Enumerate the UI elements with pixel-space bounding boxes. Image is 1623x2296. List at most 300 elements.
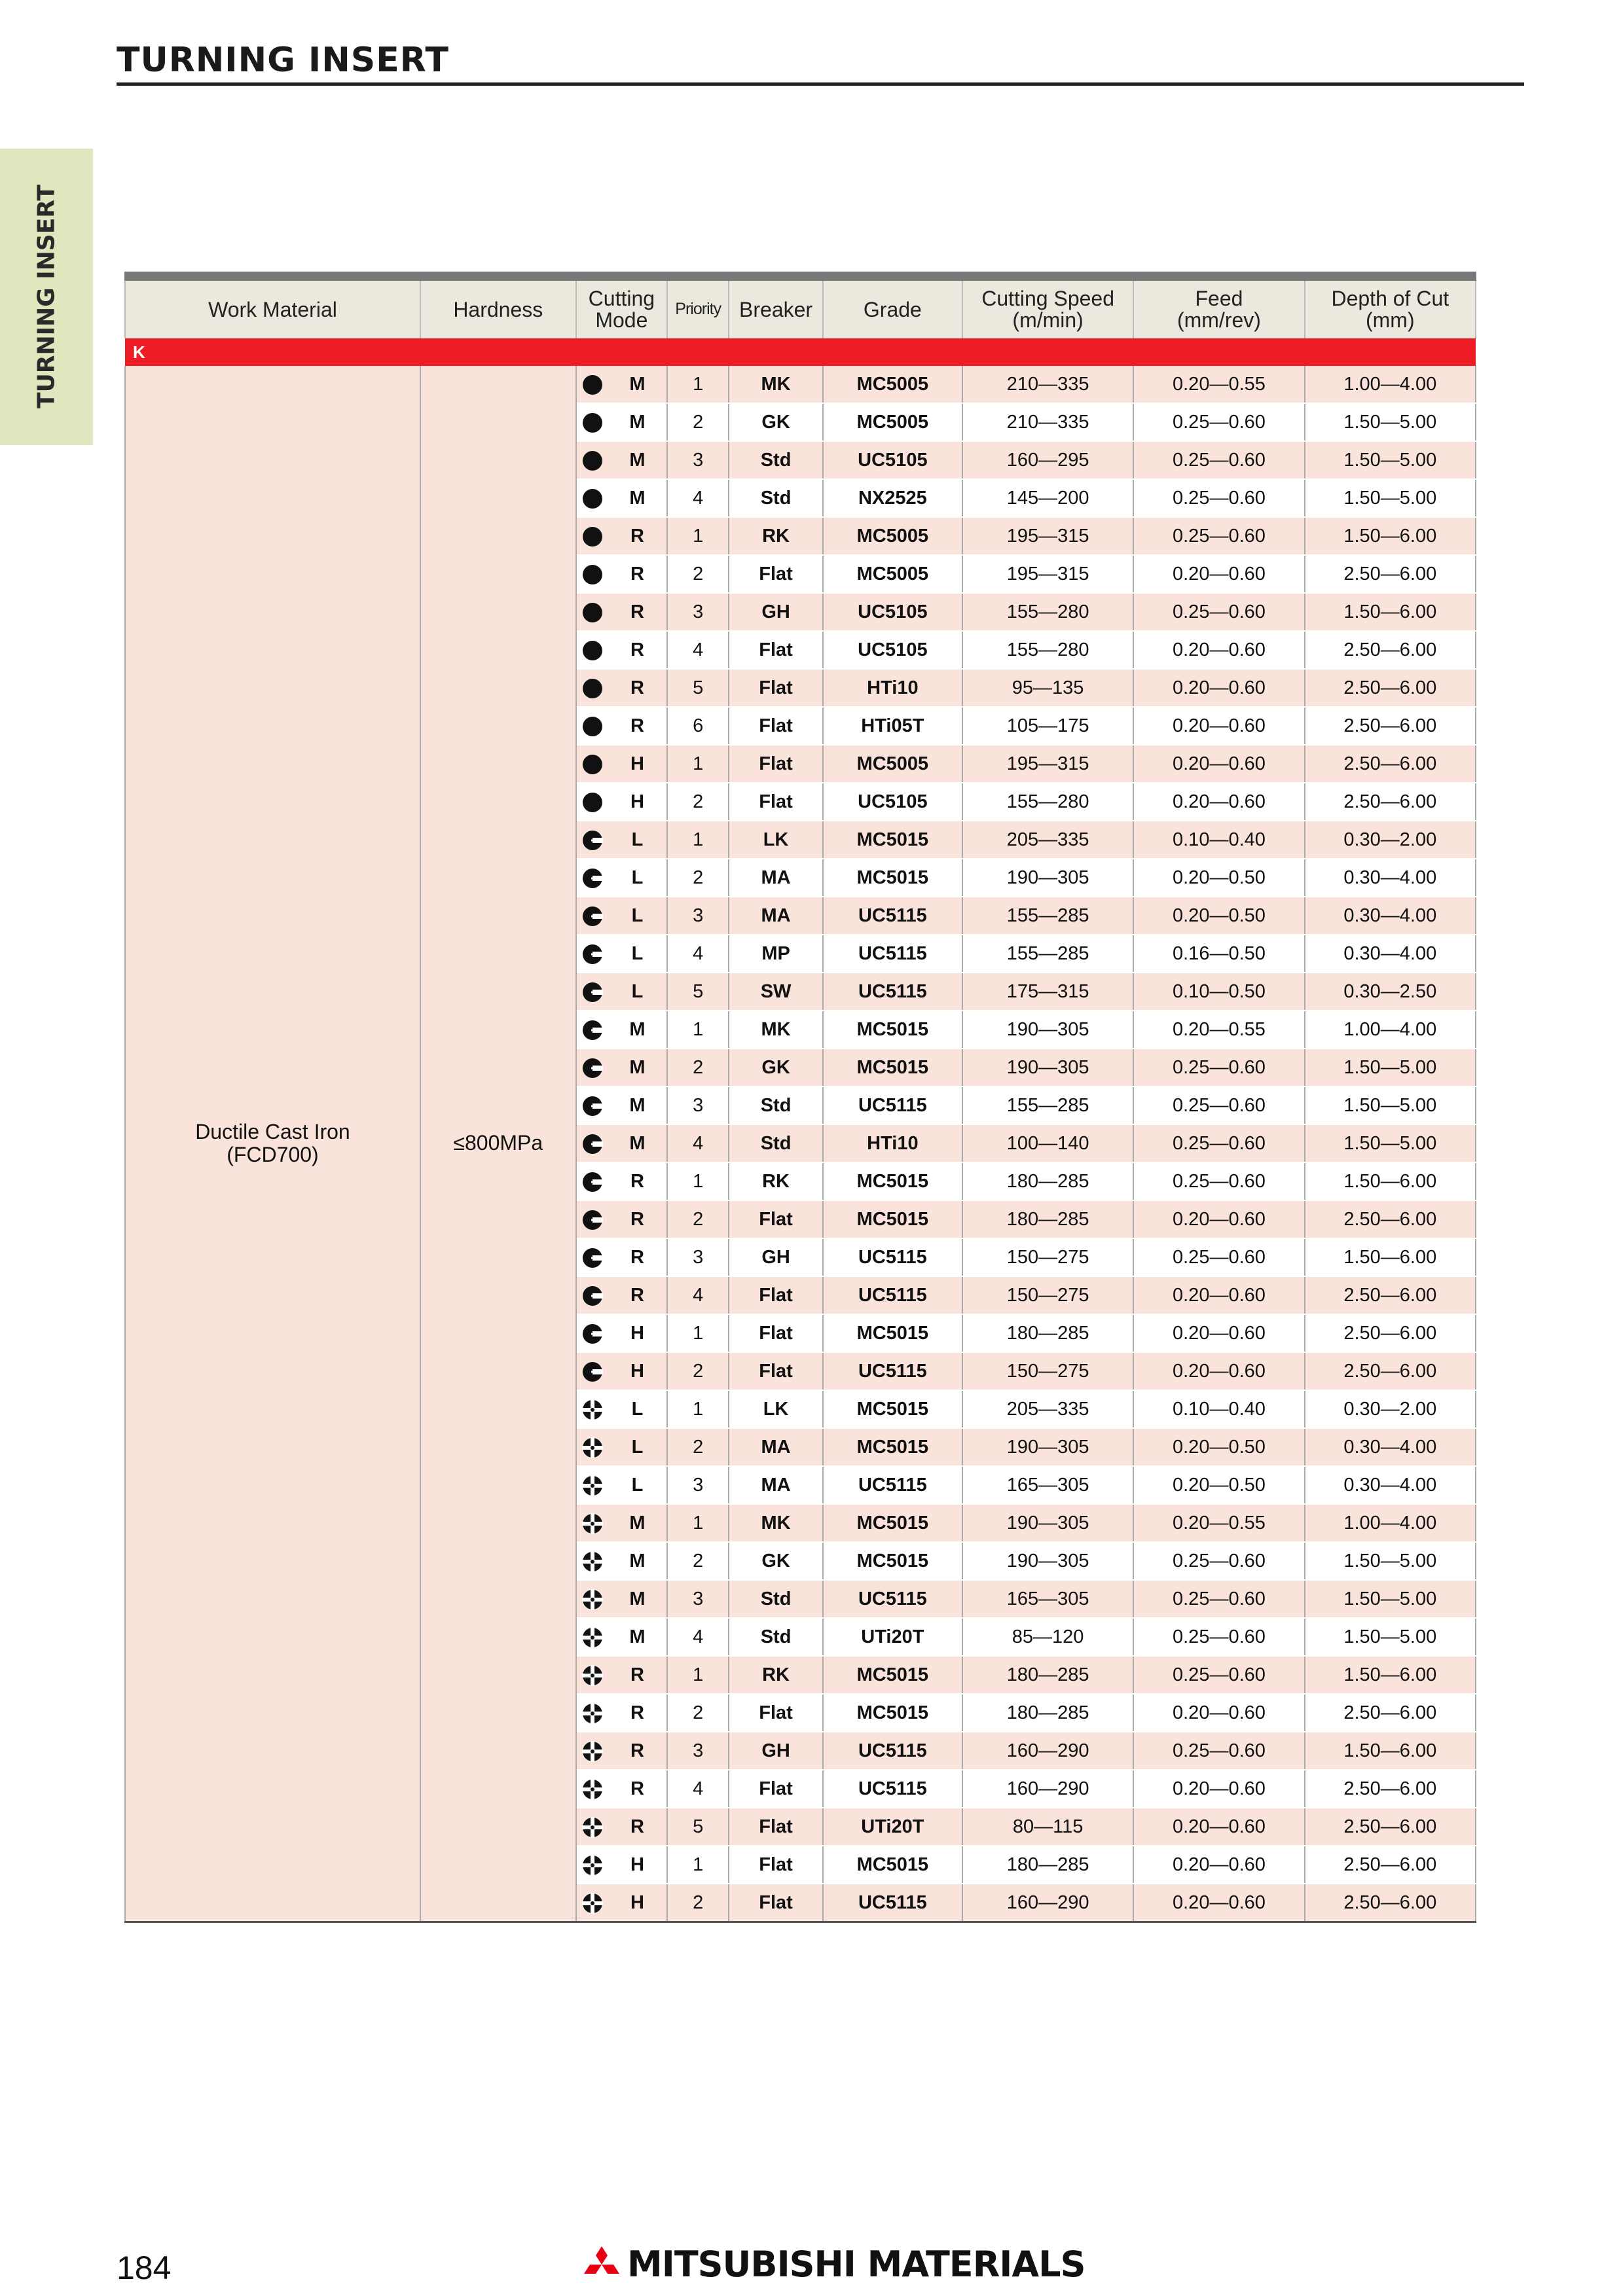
cutting-speed-cell: 190—305 bbox=[962, 1011, 1133, 1049]
priority-cell: 4 bbox=[667, 631, 729, 669]
breaker-cell: RK bbox=[729, 1656, 822, 1694]
depth-of-cut-cell: 1.50—5.00 bbox=[1305, 1542, 1476, 1580]
feed-cell: 0.25—0.60 bbox=[1133, 441, 1304, 479]
cutting-speed-cell: 205—335 bbox=[962, 1390, 1133, 1428]
brand-logo bbox=[581, 2244, 1085, 2285]
heavy-interrupted-cutting-icon bbox=[576, 1694, 608, 1732]
cutting-conditions-table bbox=[124, 272, 1476, 1923]
feed-cell: 0.25—0.60 bbox=[1133, 1580, 1304, 1618]
cutting-mode-cell: R bbox=[608, 1276, 667, 1314]
feed-cell: 0.20—0.55 bbox=[1133, 1011, 1304, 1049]
cutting-speed-cell: 145—200 bbox=[962, 479, 1133, 517]
grade-cell: UC5115 bbox=[823, 935, 962, 973]
breaker-cell: Flat bbox=[729, 1276, 822, 1314]
page-title: TURNING INSERT bbox=[117, 41, 449, 80]
cutting-speed-cell: 160—295 bbox=[962, 441, 1133, 479]
priority-cell: 4 bbox=[667, 1770, 729, 1808]
depth-of-cut-cell: 1.50—6.00 bbox=[1305, 1732, 1476, 1770]
grade-cell: MC5015 bbox=[823, 1846, 962, 1884]
light-interrupted-cutting-icon bbox=[576, 821, 608, 859]
feed-cell: 0.16—0.50 bbox=[1133, 935, 1304, 973]
cutting-mode-cell: R bbox=[608, 1694, 667, 1732]
grade-cell: UC5105 bbox=[823, 631, 962, 669]
cutting-speed-cell: 100—140 bbox=[962, 1124, 1133, 1162]
cutting-mode-cell: R bbox=[608, 669, 667, 707]
header-cutting-mode bbox=[576, 276, 667, 338]
cutting-mode-cell: L bbox=[608, 1428, 667, 1466]
heavy-interrupted-cutting-icon bbox=[576, 1542, 608, 1580]
depth-of-cut-cell: 1.00—4.00 bbox=[1305, 366, 1476, 403]
cutting-speed-cell: 155—285 bbox=[962, 1086, 1133, 1124]
breaker-cell: Std bbox=[729, 1124, 822, 1162]
depth-of-cut-cell: 2.50—6.00 bbox=[1305, 1276, 1476, 1314]
header-grade: Grade bbox=[823, 276, 962, 338]
mitsubishi-three-diamonds-icon bbox=[581, 2246, 622, 2283]
continuous-cutting-icon bbox=[576, 669, 608, 707]
grade-cell: UC5115 bbox=[823, 1238, 962, 1276]
cutting-mode-cell: H bbox=[608, 1352, 667, 1390]
cutting-speed-cell: 195—315 bbox=[962, 517, 1133, 555]
grade-cell: UC5115 bbox=[823, 897, 962, 935]
feed-cell: 0.20—0.60 bbox=[1133, 1770, 1304, 1808]
work-material-line1: Ductile Cast Iron bbox=[195, 1119, 350, 1143]
grade-cell: UC5115 bbox=[823, 1276, 962, 1314]
breaker-cell: Flat bbox=[729, 1694, 822, 1732]
grade-cell: MC5015 bbox=[823, 1504, 962, 1542]
continuous-cutting-icon bbox=[576, 479, 608, 517]
grade-cell: NX2525 bbox=[823, 479, 962, 517]
cutting-speed-cell: 95—135 bbox=[962, 669, 1133, 707]
priority-cell: 1 bbox=[667, 1504, 729, 1542]
priority-cell: 4 bbox=[667, 1124, 729, 1162]
work-material-cell bbox=[125, 366, 420, 1922]
table-header-row bbox=[125, 276, 1476, 338]
cutting-speed-cell: 195—315 bbox=[962, 745, 1133, 783]
grade-cell: UC5115 bbox=[823, 973, 962, 1011]
cutting-mode-cell: R bbox=[608, 631, 667, 669]
feed-cell: 0.20—0.60 bbox=[1133, 707, 1304, 745]
feed-cell: 0.25—0.60 bbox=[1133, 1542, 1304, 1580]
depth-of-cut-cell: 1.50—6.00 bbox=[1305, 1162, 1476, 1200]
heavy-interrupted-cutting-icon bbox=[576, 1808, 608, 1846]
feed-cell: 0.10—0.50 bbox=[1133, 973, 1304, 1011]
light-interrupted-cutting-icon bbox=[576, 1086, 608, 1124]
header-speed-line2: (m/min) bbox=[1012, 308, 1084, 332]
depth-of-cut-cell: 2.50—6.00 bbox=[1305, 745, 1476, 783]
cutting-mode-cell: R bbox=[608, 517, 667, 555]
cutting-mode-cell: M bbox=[608, 1504, 667, 1542]
breaker-cell: GH bbox=[729, 593, 822, 631]
feed-cell: 0.10—0.40 bbox=[1133, 1390, 1304, 1428]
priority-cell: 2 bbox=[667, 1694, 729, 1732]
depth-of-cut-cell: 0.30—4.00 bbox=[1305, 935, 1476, 973]
material-class-label: K bbox=[125, 338, 1476, 366]
cutting-mode-cell: M bbox=[608, 1542, 667, 1580]
feed-cell: 0.20—0.50 bbox=[1133, 1466, 1304, 1504]
depth-of-cut-cell: 2.50—6.00 bbox=[1305, 631, 1476, 669]
cutting-mode-cell: L bbox=[608, 1466, 667, 1504]
depth-of-cut-cell: 2.50—6.00 bbox=[1305, 555, 1476, 593]
priority-cell: 5 bbox=[667, 669, 729, 707]
header-feed bbox=[1133, 276, 1304, 338]
breaker-cell: Flat bbox=[729, 1314, 822, 1352]
grade-cell: MC5015 bbox=[823, 821, 962, 859]
breaker-cell: Std bbox=[729, 1618, 822, 1656]
heavy-interrupted-cutting-icon bbox=[576, 1846, 608, 1884]
breaker-cell: Flat bbox=[729, 1846, 822, 1884]
light-interrupted-cutting-icon bbox=[576, 1011, 608, 1049]
cutting-mode-cell: M bbox=[608, 1049, 667, 1086]
feed-cell: 0.25—0.60 bbox=[1133, 1656, 1304, 1694]
heavy-interrupted-cutting-icon bbox=[576, 1504, 608, 1542]
cutting-speed-cell: 80—115 bbox=[962, 1808, 1133, 1846]
feed-cell: 0.20—0.60 bbox=[1133, 1808, 1304, 1846]
cutting-mode-cell: M bbox=[608, 1011, 667, 1049]
priority-cell: 3 bbox=[667, 1238, 729, 1276]
cutting-mode-cell: M bbox=[608, 1618, 667, 1656]
breaker-cell: MA bbox=[729, 1428, 822, 1466]
side-tab bbox=[0, 149, 93, 445]
cutting-speed-cell: 195—315 bbox=[962, 555, 1133, 593]
light-interrupted-cutting-icon bbox=[576, 1352, 608, 1390]
grade-cell: MC5015 bbox=[823, 1428, 962, 1466]
cutting-speed-cell: 160—290 bbox=[962, 1732, 1133, 1770]
cutting-mode-cell: R bbox=[608, 1808, 667, 1846]
header-cutting-speed bbox=[962, 276, 1133, 338]
hardness-cell: ≤800MPa bbox=[420, 366, 576, 1922]
cutting-speed-cell: 155—280 bbox=[962, 631, 1133, 669]
cutting-speed-cell: 150—275 bbox=[962, 1238, 1133, 1276]
breaker-cell: RK bbox=[729, 1162, 822, 1200]
cutting-speed-cell: 180—285 bbox=[962, 1846, 1133, 1884]
cutting-mode-cell: R bbox=[608, 593, 667, 631]
cutting-speed-cell: 150—275 bbox=[962, 1352, 1133, 1390]
feed-cell: 0.20—0.60 bbox=[1133, 631, 1304, 669]
header-cutting-mode-line1: Cutting bbox=[588, 287, 655, 311]
cutting-speed-cell: 180—285 bbox=[962, 1694, 1133, 1732]
grade-cell: UC5115 bbox=[823, 1466, 962, 1504]
priority-cell: 2 bbox=[667, 1428, 729, 1466]
breaker-cell: LK bbox=[729, 821, 822, 859]
breaker-cell: GH bbox=[729, 1732, 822, 1770]
cutting-speed-cell: 210—335 bbox=[962, 403, 1133, 441]
feed-cell: 0.25—0.60 bbox=[1133, 1732, 1304, 1770]
cutting-mode-cell: H bbox=[608, 1846, 667, 1884]
cutting-speed-cell: 165—305 bbox=[962, 1466, 1133, 1504]
breaker-cell: Std bbox=[729, 1086, 822, 1124]
header-priority: Priority bbox=[667, 276, 729, 338]
depth-of-cut-cell: 0.30—2.00 bbox=[1305, 821, 1476, 859]
depth-of-cut-cell: 1.50—5.00 bbox=[1305, 441, 1476, 479]
grade-cell: MC5005 bbox=[823, 366, 962, 403]
depth-of-cut-cell: 0.30—4.00 bbox=[1305, 897, 1476, 935]
continuous-cutting-icon bbox=[576, 403, 608, 441]
feed-cell: 0.20—0.50 bbox=[1133, 859, 1304, 897]
breaker-cell: MK bbox=[729, 1504, 822, 1542]
breaker-cell: RK bbox=[729, 517, 822, 555]
title-rule bbox=[117, 82, 1524, 86]
priority-cell: 1 bbox=[667, 1390, 729, 1428]
cutting-mode-cell: L bbox=[608, 973, 667, 1011]
grade-cell: UTi20T bbox=[823, 1808, 962, 1846]
breaker-cell: MK bbox=[729, 1011, 822, 1049]
depth-of-cut-cell: 2.50—6.00 bbox=[1305, 1846, 1476, 1884]
header-doc-line1: Depth of Cut bbox=[1331, 287, 1450, 311]
depth-of-cut-cell: 2.50—6.00 bbox=[1305, 1884, 1476, 1922]
feed-cell: 0.20—0.60 bbox=[1133, 669, 1304, 707]
grade-cell: MC5015 bbox=[823, 1200, 962, 1238]
breaker-cell: Flat bbox=[729, 1200, 822, 1238]
priority-cell: 2 bbox=[667, 1200, 729, 1238]
priority-cell: 1 bbox=[667, 821, 729, 859]
page-number: 184 bbox=[117, 2250, 172, 2286]
cutting-speed-cell: 165—305 bbox=[962, 1580, 1133, 1618]
grade-cell: MC5015 bbox=[823, 1314, 962, 1352]
cutting-mode-cell: R bbox=[608, 1770, 667, 1808]
grade-cell: MC5015 bbox=[823, 1656, 962, 1694]
cutting-mode-cell: M bbox=[608, 1124, 667, 1162]
table-row bbox=[125, 366, 1476, 403]
breaker-cell: GK bbox=[729, 403, 822, 441]
priority-cell: 1 bbox=[667, 1314, 729, 1352]
depth-of-cut-cell: 2.50—6.00 bbox=[1305, 1694, 1476, 1732]
grade-cell: HTi10 bbox=[823, 669, 962, 707]
feed-cell: 0.25—0.60 bbox=[1133, 593, 1304, 631]
light-interrupted-cutting-icon bbox=[576, 1162, 608, 1200]
grade-cell: MC5015 bbox=[823, 1162, 962, 1200]
cutting-speed-cell: 175—315 bbox=[962, 973, 1133, 1011]
priority-cell: 3 bbox=[667, 1466, 729, 1504]
light-interrupted-cutting-icon bbox=[576, 1314, 608, 1352]
continuous-cutting-icon bbox=[576, 366, 608, 403]
cutting-mode-cell: R bbox=[608, 555, 667, 593]
cutting-mode-cell: H bbox=[608, 1884, 667, 1922]
cutting-mode-cell: M bbox=[608, 403, 667, 441]
cutting-speed-cell: 180—285 bbox=[962, 1656, 1133, 1694]
grade-cell: HTi05T bbox=[823, 707, 962, 745]
feed-cell: 0.25—0.60 bbox=[1133, 1238, 1304, 1276]
priority-cell: 4 bbox=[667, 1618, 729, 1656]
breaker-cell: Flat bbox=[729, 631, 822, 669]
depth-of-cut-cell: 1.50—5.00 bbox=[1305, 403, 1476, 441]
breaker-cell: Flat bbox=[729, 783, 822, 821]
breaker-cell: Flat bbox=[729, 669, 822, 707]
cutting-mode-cell: M bbox=[608, 479, 667, 517]
cutting-speed-cell: 190—305 bbox=[962, 859, 1133, 897]
priority-cell: 1 bbox=[667, 1846, 729, 1884]
priority-cell: 4 bbox=[667, 1276, 729, 1314]
priority-cell: 2 bbox=[667, 555, 729, 593]
breaker-cell: Std bbox=[729, 441, 822, 479]
cutting-speed-cell: 105—175 bbox=[962, 707, 1133, 745]
cutting-mode-cell: L bbox=[608, 935, 667, 973]
cutting-speed-cell: 180—285 bbox=[962, 1162, 1133, 1200]
priority-cell: 2 bbox=[667, 1049, 729, 1086]
priority-cell: 2 bbox=[667, 1884, 729, 1922]
cutting-mode-cell: R bbox=[608, 1656, 667, 1694]
heavy-interrupted-cutting-icon bbox=[576, 1466, 608, 1504]
cutting-speed-cell: 160—290 bbox=[962, 1884, 1133, 1922]
breaker-cell: GK bbox=[729, 1049, 822, 1086]
cutting-speed-cell: 155—280 bbox=[962, 593, 1133, 631]
feed-cell: 0.20—0.50 bbox=[1133, 897, 1304, 935]
feed-cell: 0.25—0.60 bbox=[1133, 1162, 1304, 1200]
cutting-speed-cell: 155—285 bbox=[962, 935, 1133, 973]
breaker-cell: Flat bbox=[729, 1352, 822, 1390]
depth-of-cut-cell: 1.50—6.00 bbox=[1305, 517, 1476, 555]
header-feed-line1: Feed bbox=[1195, 287, 1243, 311]
heavy-interrupted-cutting-icon bbox=[576, 1732, 608, 1770]
grade-cell: MC5005 bbox=[823, 555, 962, 593]
breaker-cell: Flat bbox=[729, 1884, 822, 1922]
cutting-mode-cell: R bbox=[608, 1162, 667, 1200]
cutting-mode-cell: H bbox=[608, 1314, 667, 1352]
breaker-cell: GH bbox=[729, 1238, 822, 1276]
priority-cell: 3 bbox=[667, 593, 729, 631]
light-interrupted-cutting-icon bbox=[576, 935, 608, 973]
priority-cell: 1 bbox=[667, 745, 729, 783]
grade-cell: MC5015 bbox=[823, 1542, 962, 1580]
depth-of-cut-cell: 1.50—6.00 bbox=[1305, 1238, 1476, 1276]
continuous-cutting-icon bbox=[576, 555, 608, 593]
depth-of-cut-cell: 0.30—4.00 bbox=[1305, 859, 1476, 897]
grade-cell: UC5115 bbox=[823, 1352, 962, 1390]
header-breaker: Breaker bbox=[729, 276, 822, 338]
depth-of-cut-cell: 2.50—6.00 bbox=[1305, 1808, 1476, 1846]
depth-of-cut-cell: 2.50—6.00 bbox=[1305, 1200, 1476, 1238]
depth-of-cut-cell: 1.50—6.00 bbox=[1305, 1656, 1476, 1694]
continuous-cutting-icon bbox=[576, 707, 608, 745]
breaker-cell: MA bbox=[729, 859, 822, 897]
grade-cell: MC5015 bbox=[823, 1049, 962, 1086]
heavy-interrupted-cutting-icon bbox=[576, 1580, 608, 1618]
grade-cell: UC5115 bbox=[823, 1732, 962, 1770]
breaker-cell: LK bbox=[729, 1390, 822, 1428]
light-interrupted-cutting-icon bbox=[576, 1200, 608, 1238]
cutting-speed-cell: 210—335 bbox=[962, 366, 1133, 403]
cutting-mode-cell: R bbox=[608, 707, 667, 745]
depth-of-cut-cell: 2.50—6.00 bbox=[1305, 707, 1476, 745]
cutting-mode-cell: R bbox=[608, 1732, 667, 1770]
work-material-line2: (FCD700) bbox=[227, 1143, 319, 1166]
feed-cell: 0.20—0.60 bbox=[1133, 1694, 1304, 1732]
side-tab-label: TURNING INSERT bbox=[33, 185, 60, 408]
cutting-speed-cell: 190—305 bbox=[962, 1428, 1133, 1466]
depth-of-cut-cell: 1.50—5.00 bbox=[1305, 1580, 1476, 1618]
cutting-mode-cell: M bbox=[608, 441, 667, 479]
priority-cell: 5 bbox=[667, 973, 729, 1011]
grade-cell: HTi10 bbox=[823, 1124, 962, 1162]
grade-cell: MC5005 bbox=[823, 517, 962, 555]
cutting-mode-cell: L bbox=[608, 897, 667, 935]
priority-cell: 2 bbox=[667, 783, 729, 821]
breaker-cell: Flat bbox=[729, 707, 822, 745]
depth-of-cut-cell: 1.50—5.00 bbox=[1305, 1049, 1476, 1086]
depth-of-cut-cell: 2.50—6.00 bbox=[1305, 1770, 1476, 1808]
breaker-cell: MA bbox=[729, 1466, 822, 1504]
light-interrupted-cutting-icon bbox=[576, 973, 608, 1011]
feed-cell: 0.25—0.60 bbox=[1133, 1124, 1304, 1162]
cutting-speed-cell: 180—285 bbox=[962, 1314, 1133, 1352]
heavy-interrupted-cutting-icon bbox=[576, 1618, 608, 1656]
priority-cell: 1 bbox=[667, 1011, 729, 1049]
continuous-cutting-icon bbox=[576, 517, 608, 555]
cutting-speed-cell: 155—285 bbox=[962, 897, 1133, 935]
heavy-interrupted-cutting-icon bbox=[576, 1884, 608, 1922]
breaker-cell: Std bbox=[729, 1580, 822, 1618]
cutting-mode-cell: R bbox=[608, 1200, 667, 1238]
grade-cell: MC5005 bbox=[823, 745, 962, 783]
feed-cell: 0.20—0.55 bbox=[1133, 1504, 1304, 1542]
heavy-interrupted-cutting-icon bbox=[576, 1656, 608, 1694]
depth-of-cut-cell: 0.30—2.50 bbox=[1305, 973, 1476, 1011]
depth-of-cut-cell: 0.30—2.00 bbox=[1305, 1390, 1476, 1428]
priority-cell: 2 bbox=[667, 403, 729, 441]
feed-cell: 0.20—0.55 bbox=[1133, 366, 1304, 403]
breaker-cell: Flat bbox=[729, 745, 822, 783]
depth-of-cut-cell: 1.50—5.00 bbox=[1305, 1086, 1476, 1124]
continuous-cutting-icon bbox=[576, 783, 608, 821]
grade-cell: MC5015 bbox=[823, 1694, 962, 1732]
priority-cell: 1 bbox=[667, 517, 729, 555]
cutting-speed-cell: 155—280 bbox=[962, 783, 1133, 821]
cutting-mode-cell: M bbox=[608, 1580, 667, 1618]
light-interrupted-cutting-icon bbox=[576, 1049, 608, 1086]
depth-of-cut-cell: 1.50—5.00 bbox=[1305, 1618, 1476, 1656]
cutting-mode-cell: L bbox=[608, 859, 667, 897]
feed-cell: 0.20—0.60 bbox=[1133, 1352, 1304, 1390]
depth-of-cut-cell: 2.50—6.00 bbox=[1305, 783, 1476, 821]
depth-of-cut-cell: 1.00—4.00 bbox=[1305, 1011, 1476, 1049]
feed-cell: 0.25—0.60 bbox=[1133, 1086, 1304, 1124]
light-interrupted-cutting-icon bbox=[576, 1238, 608, 1276]
feed-cell: 0.20—0.60 bbox=[1133, 555, 1304, 593]
continuous-cutting-icon bbox=[576, 593, 608, 631]
priority-cell: 2 bbox=[667, 859, 729, 897]
breaker-cell: MK bbox=[729, 366, 822, 403]
header-hardness: Hardness bbox=[420, 276, 576, 338]
breaker-cell: Std bbox=[729, 479, 822, 517]
cutting-mode-cell: L bbox=[608, 1390, 667, 1428]
cutting-speed-cell: 190—305 bbox=[962, 1504, 1133, 1542]
grade-cell: MC5015 bbox=[823, 1390, 962, 1428]
cutting-speed-cell: 190—305 bbox=[962, 1049, 1133, 1086]
cutting-mode-cell: M bbox=[608, 366, 667, 403]
header-cutting-mode-line2: Mode bbox=[595, 308, 648, 332]
header-doc-line2: (mm) bbox=[1365, 308, 1415, 332]
continuous-cutting-icon bbox=[576, 631, 608, 669]
priority-cell: 1 bbox=[667, 1656, 729, 1694]
grade-cell: MC5015 bbox=[823, 859, 962, 897]
feed-cell: 0.25—0.60 bbox=[1133, 479, 1304, 517]
header-speed-line1: Cutting Speed bbox=[981, 287, 1115, 311]
feed-cell: 0.25—0.60 bbox=[1133, 1049, 1304, 1086]
priority-cell: 6 bbox=[667, 707, 729, 745]
breaker-cell: GK bbox=[729, 1542, 822, 1580]
material-class-row bbox=[125, 338, 1476, 366]
light-interrupted-cutting-icon bbox=[576, 1276, 608, 1314]
table-body bbox=[125, 338, 1476, 1922]
breaker-cell: Flat bbox=[729, 1808, 822, 1846]
priority-cell: 1 bbox=[667, 366, 729, 403]
light-interrupted-cutting-icon bbox=[576, 859, 608, 897]
priority-cell: 2 bbox=[667, 1542, 729, 1580]
feed-cell: 0.20—0.60 bbox=[1133, 1846, 1304, 1884]
grade-cell: UC5115 bbox=[823, 1884, 962, 1922]
continuous-cutting-icon bbox=[576, 441, 608, 479]
depth-of-cut-cell: 0.30—4.00 bbox=[1305, 1428, 1476, 1466]
cutting-mode-cell: H bbox=[608, 783, 667, 821]
